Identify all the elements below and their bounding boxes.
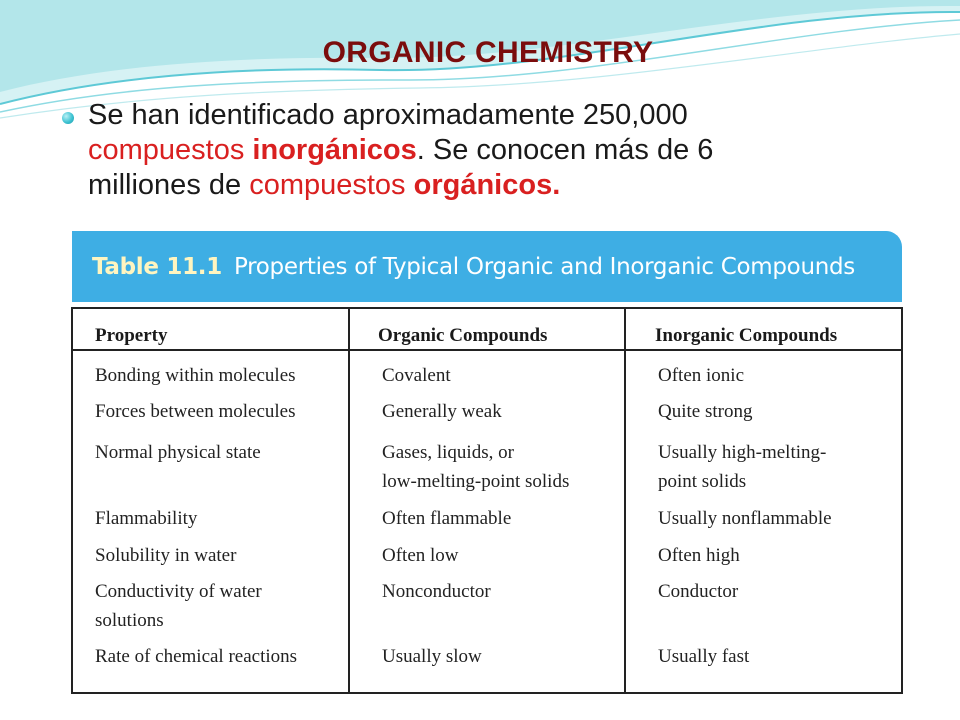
table-cell-inorganic: Quite strong [658,401,753,422]
table-cell-organic: Gases, liquids, or low-melting-point solids [382,442,570,492]
table-cell-property: Forces between molecules [95,401,296,422]
table-cell-organic: Covalent [382,365,451,386]
table-cell-organic: Often flammable [382,508,512,529]
column-divider [624,309,626,692]
bullet-text-segment: . Se conocen más de 6 [416,134,714,166]
table-cell-property: Normal physical state [95,442,261,463]
table-cell-inorganic: Usually high-melting- point solids [658,442,827,492]
slide-title: ORGANIC CHEMISTRY [322,36,654,69]
header-organic: Organic Compounds [378,325,548,346]
bullet-text-segment: milliones de [88,169,242,201]
table-title: Properties of Typical Organic and Inorganic Compounds [233,254,855,280]
column-divider [348,309,350,692]
table-cell-inorganic: Conductor [658,581,739,602]
table-cell-property: Rate of chemical reactions [95,646,298,667]
header-inorganic: Inorganic Compounds [655,325,838,346]
bullet-highlight-inorganicos: inorgánicos [252,134,417,166]
bullet-highlight-organicos: orgánicos. [413,169,561,201]
bullet-paragraph [88,98,888,203]
properties-table [71,307,903,694]
bullet-highlight-compuestos: compuestos [88,134,245,166]
bullet-highlight-compuestos: compuestos [249,169,406,201]
table-number: Table 11.1 [92,254,222,280]
table-cell-organic: Generally weak [382,401,502,422]
table-caption [92,254,855,286]
table-cell-organic: Nonconductor [382,581,491,602]
table-cell-property: Solubility in water [95,545,237,566]
bullet-icon [62,112,74,124]
table-cell-property: Bonding within molecules [95,365,296,386]
table-cell-property: Conductivity of water solutions [95,581,262,631]
table-cell-inorganic: Often high [658,545,740,566]
header-property: Property [95,325,168,346]
table-cell-organic: Often low [382,545,459,566]
table-cell-organic: Usually slow [382,646,482,667]
table-cell-inorganic: Often ionic [658,365,745,386]
bullet-text-segment: Se han identificado aproximadamente 250,000 [88,99,688,131]
table-cell-property: Flammability [95,508,198,529]
table-cell-inorganic: Usually fast [658,646,750,667]
table-cell-inorganic: Usually nonflammable [658,508,832,529]
header-divider [73,349,901,351]
